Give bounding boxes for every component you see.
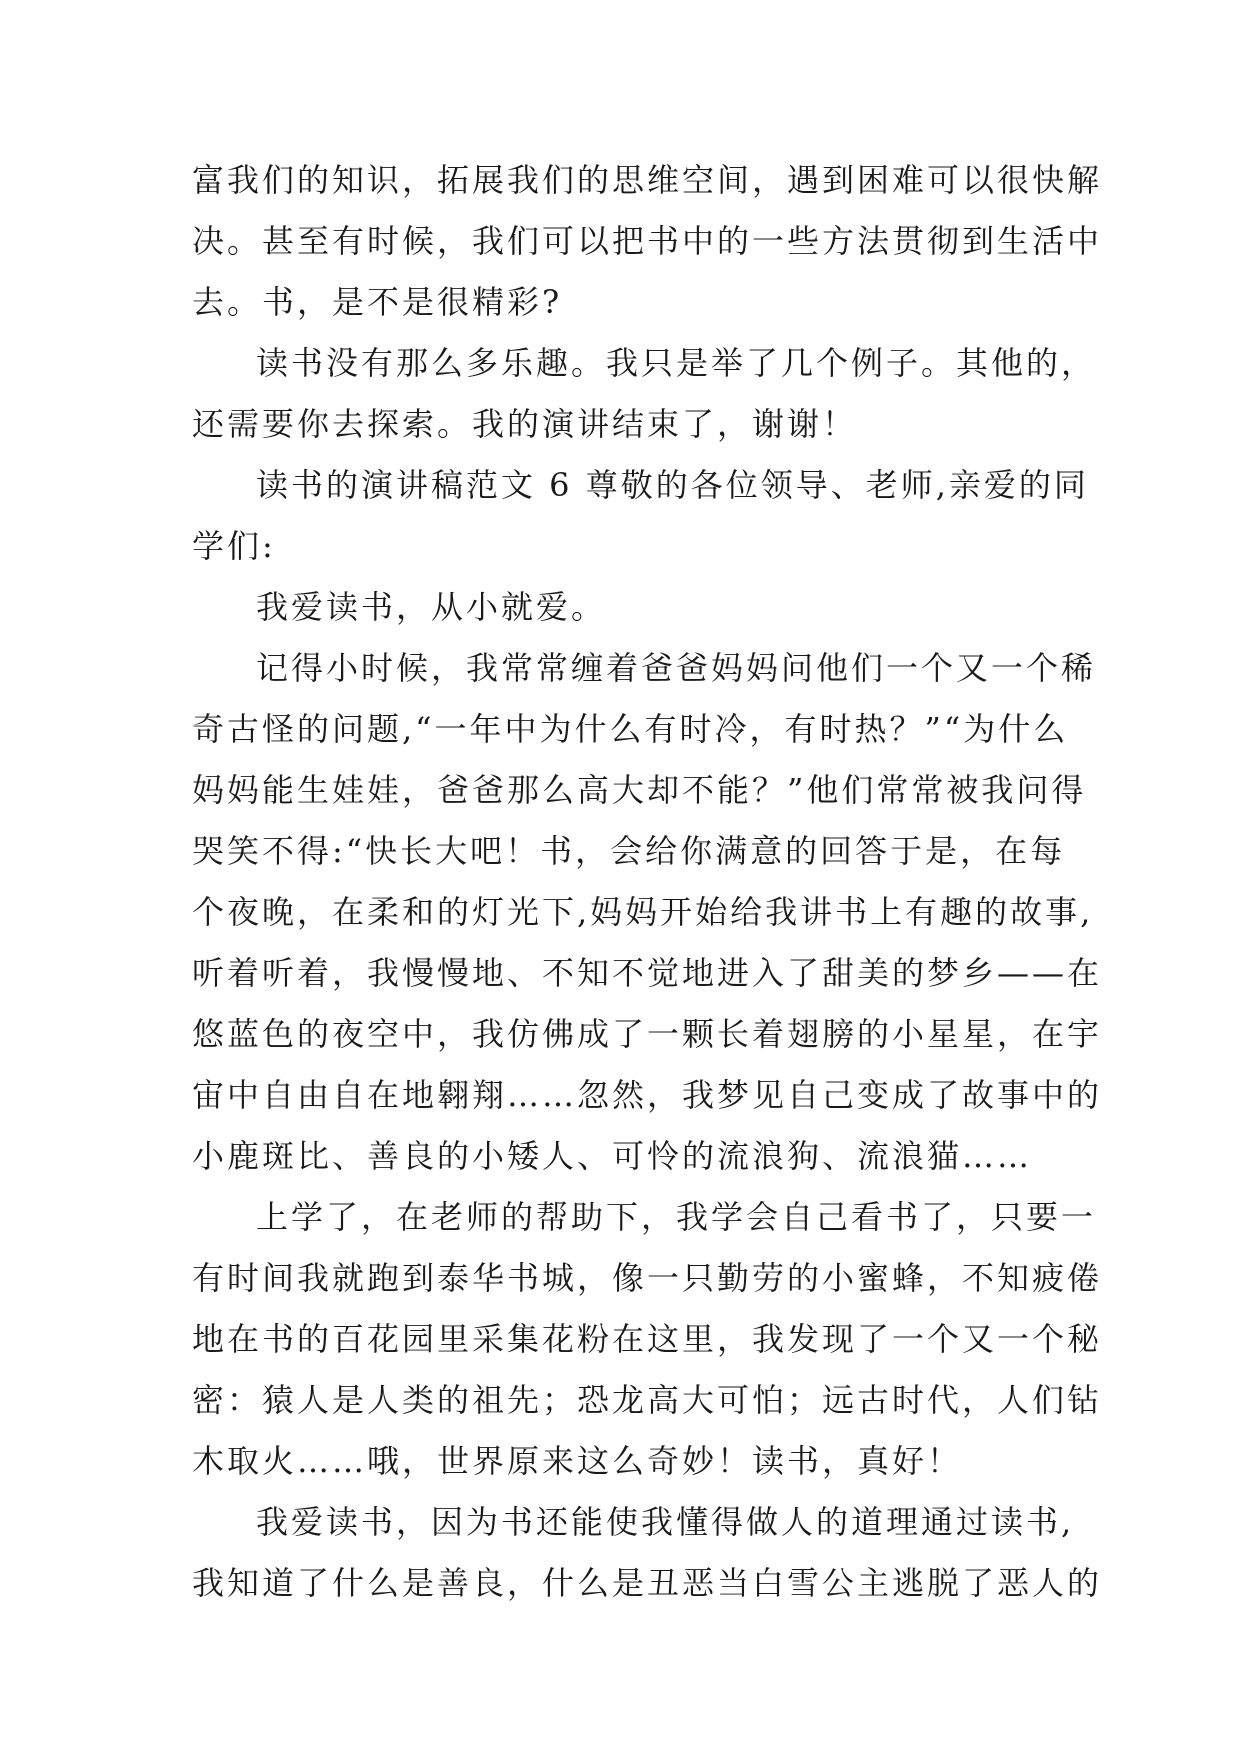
- text-line: 哭笑不得:“快长大吧！书，会给你满意的回答于是，在每: [192, 832, 1066, 870]
- text-line: 还需要你去探索。我的演讲结束了，谢谢！: [192, 405, 858, 443]
- text-line: 富我们的知识，拓展我们的思维空间，遇到困难可以很快解: [192, 161, 1103, 199]
- text-line: 去。书，是不是很精彩?: [192, 283, 563, 321]
- text-line: 有时间我就跑到泰华书城，像一只勤劳的小蜜蜂，不知疲倦: [192, 1259, 1103, 1297]
- text-line: 读书没有那么多乐趣。我只是举了几个例子。其他的，: [256, 344, 1097, 382]
- text-line: 读书的演讲稿范文 6 尊敬的各位领导、老师,亲爱的同: [256, 466, 1089, 504]
- text-line: 地在书的百花园里采集花粉在这里，我发现了一个又一个秘: [192, 1320, 1103, 1358]
- text-line: 我爱读书，从小就爱。: [256, 588, 607, 626]
- text-line: 记得小时候，我常常缠着爸爸妈妈问他们一个又一个稀: [256, 649, 1097, 687]
- text-line: 上学了，在老师的帮助下，我学会自己看书了，只要一: [256, 1198, 1097, 1236]
- text-line: 小鹿斑比、善良的小矮人、可怜的流浪狗、流浪猫……: [192, 1137, 1033, 1175]
- text-line: 学们:: [192, 527, 276, 565]
- text-line: 密：猿人是人类的祖先；恐龙高大可怕；远古时代，人们钻: [192, 1381, 1103, 1419]
- document-page: [192, 150, 1103, 1614]
- text-line: 我知道了什么是善良，什么是丑恶当白雪公主逃脱了恶人的: [192, 1564, 1103, 1602]
- text-line: 妈妈能生娃娃，爸爸那么高大却不能？”他们常常被我问得: [192, 771, 1087, 809]
- text-line: 奇古怪的问题,“一年中为什么有时冷，有时热？”“为什么: [192, 710, 1069, 748]
- text-line: 个夜晚，在柔和的灯光下,妈妈开始给我讲书上有趣的故事,: [192, 893, 1094, 931]
- text-line: 我爱读书，因为书还能使我懂得做人的道理通过读书,: [256, 1503, 1075, 1541]
- text-line: 听着听着，我慢慢地、不知不觉地进入了甜美的梦乡——在: [192, 954, 1103, 992]
- text-line: 木取火……哦，世界原来这么奇妙！读书，真好！: [192, 1442, 963, 1480]
- text-line: 决。甚至有时候，我们可以把书中的一些方法贯彻到生活中: [192, 222, 1103, 260]
- text-line: 宙中自由自在地翱翔……忽然，我梦见自己变成了故事中的: [192, 1076, 1103, 1114]
- text-line: 悠蓝色的夜空中，我仿佛成了一颗长着翅膀的小星星，在宇: [192, 1015, 1103, 1053]
